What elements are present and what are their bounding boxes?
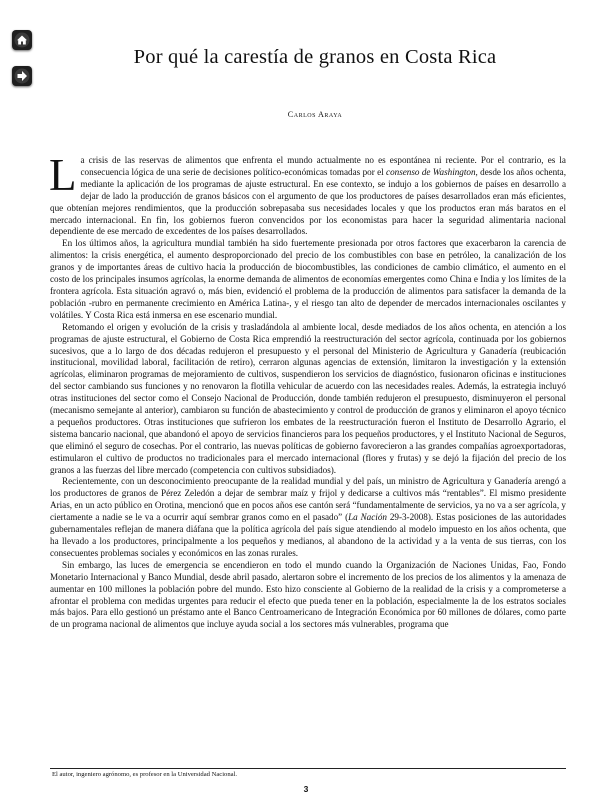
paragraph: La crisis de las reservas de alimentos que enfrenta el mundo actualmente no es espontánea ni reciente. Por el contrario, es la consecuencia lógica de una serie de decisiones político-económicas tomadas por el consenso de Washington, desde los años ochenta, mediante la aplicación de los programas de ajuste estructural. En ese contexto, se indujo a los gobiernos de países en desarrollo a dejar de lado la producción de granos básicos con el argumento de que los productores de países desarrollados eran más eficientes, que obtenían mejores rendimientos, que la producción sobrepasaba sus necesidades locales y que los productos eran más baratos en el mercado internacional. En fin, los gobiernos fueron convencidos por los economistas para hacer la seguridad alimentaria nacional dependiente de ese mercado de excedentes de los países desarrollados. <box>49 150 566 237</box>
page-number: 3 <box>303 784 309 794</box>
drop-cap: L <box>49 150 77 200</box>
author-name: Carlos Araya <box>287 110 343 119</box>
next-page-button[interactable] <box>12 66 32 86</box>
home-button[interactable] <box>12 30 32 50</box>
article-body <box>49 150 566 631</box>
article-title: Por qué la carestía de granos en Costa Rica <box>133 46 497 68</box>
paragraph: Retomando el origen y evolución de la crisis y trasladándola al ambiente local, desde mediados de los años ochenta, en atención a los programas de ajuste estructural, el Gobierno de Costa Rica emprendió la reestructuración del sector agrícola, continuada por los gobiernos sucesivos, que a lo largo de dos décadas redujeron el presupuesto y el personal del Ministerio de Agricultura y Ganadería (reubicación institucional, movilidad laboral, facilitación de retiro), cerraron algunas agencias de extensión, limitaron la investigación y la extensión agrícolas, eliminaron programas de mejoramiento de cultivos, suspendieron los servicios de diagnóstico, fusionaron oficinas e instituciones del sector cambiando sus funciones y no renovaron la flotilla vehicular de acuerdo con las necesidades reales. Además, la estrategia incluyó otras instituciones del sector como el Consejo Nacional de Producción, donde también redujeron el presupuesto, disminuyeron el personal (mecanismo semejante al anterior), cambiaron su función de abastecimiento y control de producción de granos y eliminaron el apoyo técnico a pequeños productores. Otras instituciones que sufrieron los embates de la reestructuración fueron el Instituto de Desarrollo Agrario, el sistema bancario nacional, que abandonó el apoyo de servicios financieros para los pequeños productores, y el Instituto Nacional de Seguros, que eliminó el seguro de cosechas. Por el contrario, las nuevas políticas de gobierno favorecieron a las grandes compañías agroexportadoras, estimularon el cultivo de productos no tradicionales para el mercado internacional (flores y frutas) y se dejó la fijación del precio de los granos a las fuerzas del libre mercado (competencia con cultivos subsidiados). <box>50 321 566 475</box>
paragraph: Recientemente, con un desconocimiento preocupante de la realidad mundial y del país, un ministro de Agricultura y Ganadería arengó a los productores de granos de Pérez Zeledón a dejar de sembrar maíz y frijol y dedicarse a cultivos más “rentables”. El mismo presidente Arias, en un acto público en Orotina, mencionó que en pocos años ese cantón será “fundamentalmente de servicios, ya no va a ser agrícola, y ciertamente a nadie se le va a ocurrir aquí sembrar granos como en el pasado” (La Nación 29-3-2008). Estas posiciones de las autoridades gubernamentales reflejan de manera diáfana que la política agrícola del país sigue atendiendo al modelo impuesto en los años ochenta, que ha llevado a los productores, principalmente a los pequeños y medianos, al abandono de la actividad y a la venta de sus tierras, con los consecuentes problemas sociales y económicos en las zonas rurales. <box>50 476 566 558</box>
footnote: El autor, ingeniero agrónomo, es profesor en la Universidad Nacional. <box>52 771 238 778</box>
home-icon <box>14 32 30 48</box>
arrow-right-icon <box>14 68 30 84</box>
paragraph: Sin embargo, las luces de emergencia se encendieron en todo el mundo cuando la Organización de Naciones Unidas, Fao, Fondo Monetario Internacional y Banco Mundial, desde abril pasado, alertaron sobre el incremento de los precios de los alimentos y la amenaza de aumentar en 100 millones la población pobre del mundo. Esto hizo consciente al Gobierno de la realidad de la crisis y a comprometerse a afrontar el problema con medidas urgentes para reducir el efecto que pueda tener en la población, especialmente la de los estratos sociales más bajos. Para ello gestionó un préstamo ante el Banco Centroamericano de Integración Económica por 60 millones de dólares, como parte de un programa nacional de alimentos que incluye ayuda social a los sectores más vulnerables, programa que <box>50 559 566 630</box>
paragraph: En los últimos años, la agricultura mundial también ha sido fuertemente presionada por otros factores que exacerbaron la carencia de alimentos: la crisis energética, el aumento desproporcionado del precio de los combustibles con base en petróleo, la canalización de los granos y de importantes áreas de cultivo hacia la producción de biocombustibles, las condiciones de cambio climático, el aumento en el costo de los principales insumos agrícolas, la enorme demanda de alimentos de economías emergentes como China e India y los límites de la frontera agrícola. Esta situación agravó o, más bien, evidenció el problema de la producción de alimentos para satisfacer la demanda de la población -rubro en permanente crecimiento en América Latina-, y el riesgo tan alto de depender de mercados internacionales oscilantes y volátiles. Y Costa Rica está inmersa en ese escenario mundial. <box>50 238 566 320</box>
footnote-divider <box>50 768 566 769</box>
